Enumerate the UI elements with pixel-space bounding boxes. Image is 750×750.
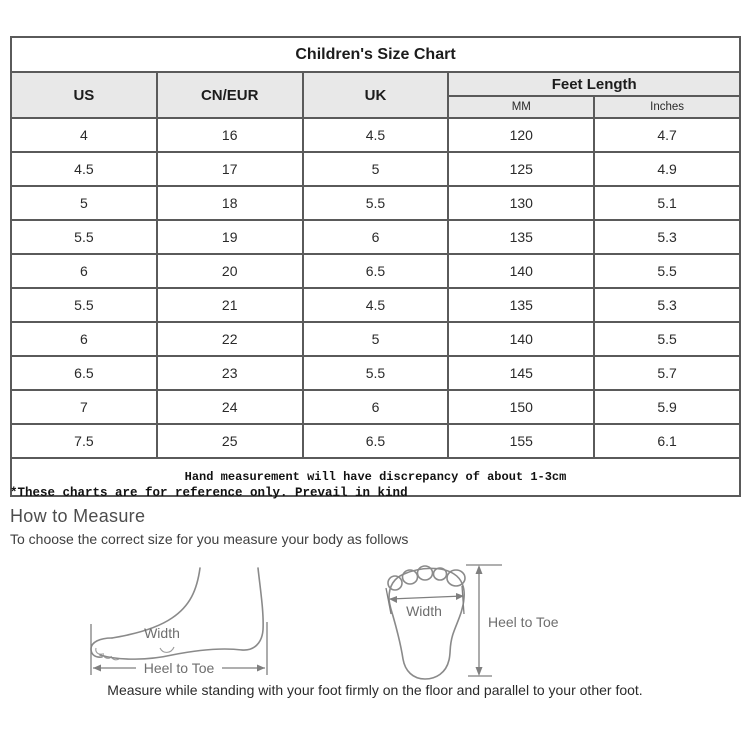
table-row — [11, 118, 740, 152]
cell-inches: 4.7 — [594, 118, 740, 152]
cell-cn: 16 — [157, 118, 303, 152]
table-row — [11, 356, 740, 390]
heel-to-toe-label: Heel to Toe — [488, 614, 559, 630]
side-foot-icon — [72, 552, 282, 684]
table-row — [11, 220, 740, 254]
foot-ball-line — [160, 647, 174, 652]
col-header-cn-eur: CN/EUR — [157, 72, 303, 118]
cell-mm: 135 — [448, 220, 594, 254]
cell-us: 5.5 — [11, 220, 157, 254]
cell-us: 5 — [11, 186, 157, 220]
cell-us: 7 — [11, 390, 157, 424]
cell-cn: 22 — [157, 322, 303, 356]
cell-inches: 5.1 — [594, 186, 740, 220]
arrow-head-up-icon — [476, 565, 483, 574]
heel-to-toe-label: Heel to Toe — [143, 660, 215, 676]
cell-us: 4 — [11, 118, 157, 152]
cell-cn: 25 — [157, 424, 303, 458]
table-row — [11, 186, 740, 220]
cell-mm: 140 — [448, 254, 594, 288]
table-title: Children's Size Chart — [11, 37, 740, 72]
size-chart-table — [10, 36, 741, 497]
cell-us: 7.5 — [11, 424, 157, 458]
cell-uk: 6.5 — [303, 254, 449, 288]
col-header-us: US — [11, 72, 157, 118]
cell-us: 5.5 — [11, 288, 157, 322]
cell-us: 4.5 — [11, 152, 157, 186]
how-to-measure-subheading: To choose the correct size for you measure your body as follows — [10, 531, 409, 547]
cell-mm: 125 — [448, 152, 594, 186]
cell-cn: 20 — [157, 254, 303, 288]
cell-uk: 6 — [303, 390, 449, 424]
measure-instruction-caption: Measure while standing with your foot firmly on the floor and parallel to your other foot. — [107, 682, 643, 698]
cell-cn: 24 — [157, 390, 303, 424]
col-header-feet-length: Feet Length — [448, 72, 740, 96]
measurement-note: Hand measurement will have discrepancy of about 1-3cm — [11, 458, 740, 496]
table-row — [11, 424, 740, 458]
cell-us: 6 — [11, 322, 157, 356]
table-row — [11, 390, 740, 424]
cell-mm: 145 — [448, 356, 594, 390]
cell-cn: 18 — [157, 186, 303, 220]
table-row — [11, 322, 740, 356]
table-row — [11, 254, 740, 288]
width-label: Width — [144, 625, 180, 641]
cell-mm: 150 — [448, 390, 594, 424]
cell-uk: 5.5 — [303, 186, 449, 220]
side-foot-diagram — [72, 552, 282, 684]
cell-uk: 4.5 — [303, 118, 449, 152]
cell-cn: 19 — [157, 220, 303, 254]
foot-heel-line — [242, 568, 263, 650]
toe-circle — [388, 576, 402, 590]
table-header-row — [11, 72, 740, 96]
cell-inches: 5.7 — [594, 356, 740, 390]
arrow-head-right-icon — [257, 665, 265, 672]
cell-us: 6.5 — [11, 356, 157, 390]
cell-inches: 6.1 — [594, 424, 740, 458]
cell-inches: 5.9 — [594, 390, 740, 424]
cell-mm: 155 — [448, 424, 594, 458]
col-header-inches: Inches — [594, 96, 740, 118]
toe-line — [96, 648, 102, 654]
cell-cn: 21 — [157, 288, 303, 322]
col-header-mm: MM — [448, 96, 594, 118]
cell-cn: 17 — [157, 152, 303, 186]
table-row — [11, 288, 740, 322]
cell-uk: 4.5 — [303, 288, 449, 322]
sole-foot-icon — [380, 552, 580, 692]
col-header-uk: UK — [303, 72, 449, 118]
cell-uk: 5 — [303, 322, 449, 356]
cell-inches: 5.5 — [594, 322, 740, 356]
cell-uk: 6.5 — [303, 424, 449, 458]
width-label: Width — [406, 603, 442, 619]
arrow-head-left-icon — [93, 665, 101, 672]
arrow-head-left-icon — [389, 596, 397, 603]
cell-mm: 135 — [448, 288, 594, 322]
cell-us: 6 — [11, 254, 157, 288]
cell-inches: 4.9 — [594, 152, 740, 186]
cell-uk: 5.5 — [303, 356, 449, 390]
how-to-measure-heading: How to Measure — [10, 506, 146, 526]
toe-circle — [434, 568, 447, 580]
table-title-row — [11, 37, 740, 72]
cell-inches: 5.5 — [594, 254, 740, 288]
cell-mm: 130 — [448, 186, 594, 220]
sole-foot-diagram — [380, 552, 580, 692]
big-toe-circle — [447, 570, 465, 586]
cell-cn: 23 — [157, 356, 303, 390]
reference-disclaimer: *These charts are for reference only. Prevail in kind — [10, 486, 408, 500]
cell-uk: 6 — [303, 220, 449, 254]
cell-mm: 140 — [448, 322, 594, 356]
cell-uk: 5 — [303, 152, 449, 186]
cell-inches: 5.3 — [594, 288, 740, 322]
arrow-head-down-icon — [476, 667, 483, 676]
width-arrow — [390, 596, 463, 599]
cell-mm: 120 — [448, 118, 594, 152]
cell-inches: 5.3 — [594, 220, 740, 254]
table-row — [11, 152, 740, 186]
